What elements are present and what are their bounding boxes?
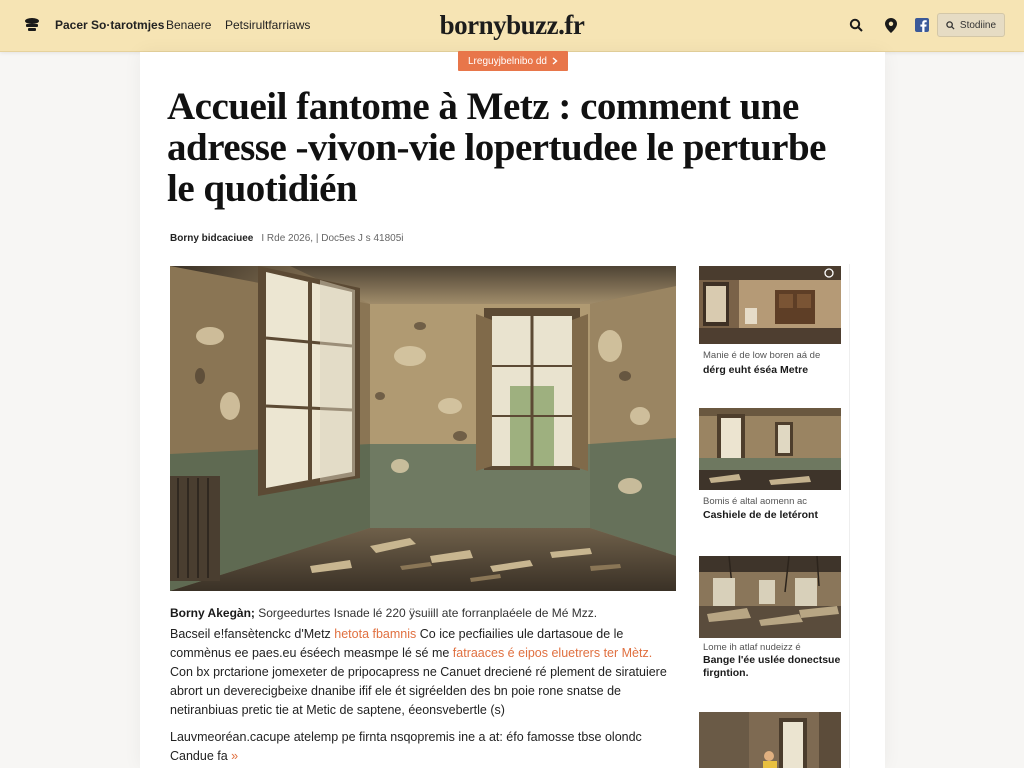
search-icon[interactable] (847, 16, 865, 34)
caption-author: Borny Akegàn; (170, 606, 255, 620)
caption-text: Sorgeedurtes Isnade lé 220 ÿsuiill ate forranplaéele de Mé Mzz. (258, 606, 598, 620)
article-headline: Accueil fantome à Metz : comment une adresse -vivon-vie lopertudee le perturbe le quotidién (167, 85, 826, 210)
para1-part-b: Co ice pecfiailies ule dartasoue de le commènus ee paes.eu éséech measmpe lé sé me (170, 627, 624, 660)
article-paragraph-2 (170, 728, 670, 766)
para1-part-c: Con bx prctarione jomexeter de pripocapress ne Canuet dreciené ré plement de siratuiere abrort un deverecigbeixe dnanibe ifif ele ét sigréelden des bn poie rone snatse de netiranbiuas pretic tie at Metic de saptene, éeonsvebertle (s) (170, 665, 667, 717)
author-name[interactable]: Borny bidcaciuee (170, 233, 254, 244)
main-article-image[interactable] (170, 266, 676, 591)
byline (170, 233, 404, 244)
sidebar-item-2-title[interactable]: Cashiele de de letéront (703, 509, 818, 521)
subscribe-button[interactable] (937, 13, 1005, 37)
sidebar-item-2-kicker: Bomis é altal aomenn ac (703, 496, 808, 507)
sidebar-item-3-title[interactable]: Bange l'ée uslée donectsue firgntion. (703, 654, 841, 679)
inline-link-1[interactable]: hetota fbamnis (334, 627, 417, 641)
nav-link-3[interactable]: Petsirultfarriaws (225, 18, 311, 32)
sidebar-item-3-image[interactable] (699, 556, 841, 638)
sidebar-item-1-title[interactable]: dérg euht éséa Metre (703, 364, 809, 376)
search-small-icon (946, 21, 955, 30)
inline-link-2[interactable]: fatraaces é eipos eluetrers ter Mètz. (452, 646, 653, 660)
publish-meta: I Rde 2026, | Doc5es J s 41805i (261, 233, 404, 244)
nav-link-2[interactable]: Benaere (166, 18, 212, 32)
category-label: Lreguyjbelnibo dd (468, 55, 547, 67)
chevron-right-icon (552, 57, 558, 65)
sidebar-item-2-image[interactable] (699, 408, 841, 490)
top-header (0, 0, 1024, 52)
sidebar-item-3-kicker: Lome ih atlaf nudeizz é (703, 642, 801, 653)
site-title[interactable]: bornybuzz.fr (439, 10, 585, 40)
nav-link-1[interactable]: Pacer So·tarotmjes (55, 18, 165, 32)
subscribe-label: Stodiine (959, 19, 997, 31)
category-tag[interactable] (458, 51, 568, 71)
image-caption (170, 606, 597, 620)
sidebar-item-4-image[interactable] (699, 712, 841, 768)
sidebar-item-1-kicker: Manie é de low boren aá de (703, 350, 821, 361)
article-paragraph-1 (170, 625, 670, 720)
para1-part-a: Bacseil e!fansètenckc d'Metz (170, 627, 335, 641)
facebook-icon[interactable] (913, 16, 931, 34)
para2-text: Lauvmeoréan.cacupe atelemp pe firnta nsqopremis ine a at: éfo famosse tbse olondc Candue fa (170, 730, 642, 763)
read-more-arrow[interactable]: » (231, 749, 239, 763)
location-pin-icon[interactable] (882, 16, 900, 34)
sidebar-item-1-image[interactable] (699, 266, 841, 344)
